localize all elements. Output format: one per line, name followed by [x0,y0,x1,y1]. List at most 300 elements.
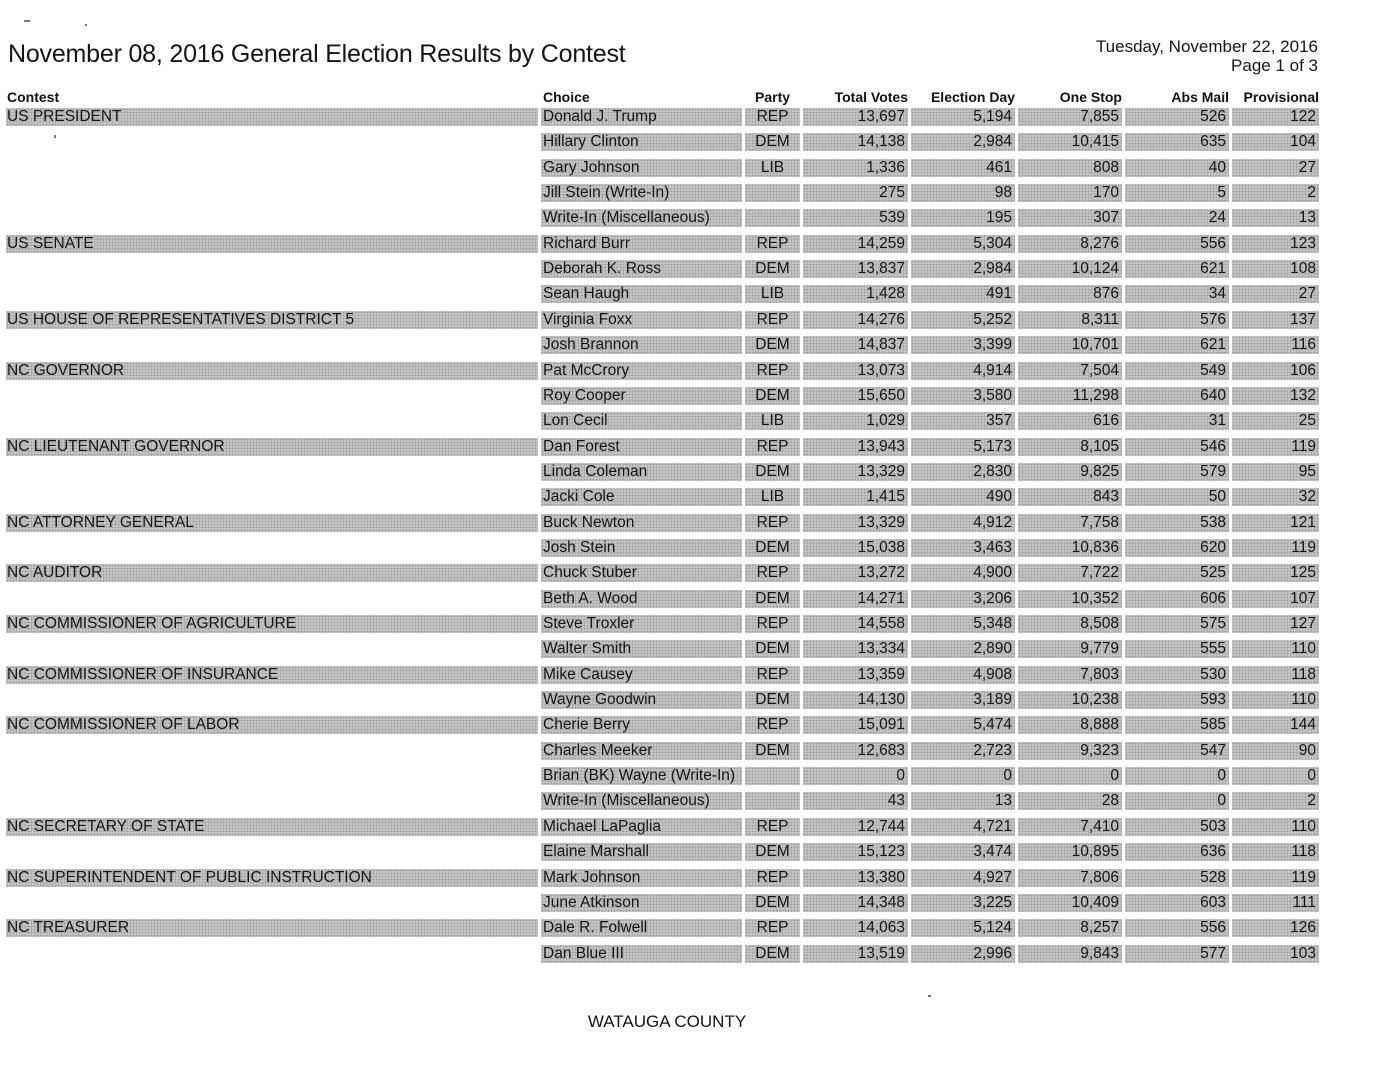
provisional-cell: 27 [1232,285,1319,303]
header-contest: Contest [7,89,60,105]
table-row [0,716,1396,734]
party-cell: LIB [745,412,800,430]
abs-mail-cell: 547 [1125,742,1229,760]
abs-mail-cell: 556 [1125,235,1229,253]
table-row [0,184,1396,202]
choice-cell: Roy Cooper [541,387,742,405]
table-row [0,412,1396,430]
party-cell: REP [745,438,800,456]
total-votes-cell: 14,130 [803,691,908,709]
contest-cell: NC AUDITOR [6,564,538,582]
one-stop-cell: 9,323 [1018,742,1122,760]
scan-speck [54,135,56,138]
table-row [0,792,1396,810]
page-number: Page 1 of 3 [1231,56,1318,75]
header-abs-mail: Abs Mail [1171,89,1229,105]
provisional-cell: 121 [1232,514,1319,532]
one-stop-cell: 8,257 [1018,919,1122,937]
election-day-cell: 5,252 [911,311,1015,329]
one-stop-cell: 10,238 [1018,691,1122,709]
choice-cell: Dan Forest [541,438,742,456]
total-votes-cell: 14,276 [803,311,908,329]
table-row [0,640,1396,658]
abs-mail-cell: 620 [1125,539,1229,557]
provisional-cell: 2 [1232,792,1319,810]
abs-mail-cell: 577 [1125,945,1229,963]
total-votes-cell: 14,063 [803,919,908,937]
choice-cell: Josh Stein [541,539,742,557]
one-stop-cell: 10,895 [1018,843,1122,861]
abs-mail-cell: 603 [1125,894,1229,912]
table-row [0,894,1396,912]
table-row [0,564,1396,582]
party-cell: DEM [745,539,800,557]
provisional-cell: 13 [1232,209,1319,227]
election-day-cell: 461 [911,159,1015,177]
choice-cell: Steve Troxler [541,615,742,633]
election-day-cell: 4,908 [911,666,1015,684]
table-row [0,539,1396,557]
provisional-cell: 2 [1232,184,1319,202]
table-row [0,159,1396,177]
choice-cell: Lon Cecil [541,412,742,430]
total-votes-cell: 539 [803,209,908,227]
election-day-cell: 2,996 [911,945,1015,963]
table-row [0,767,1396,785]
contest-cell: NC LIEUTENANT GOVERNOR [6,438,538,456]
total-votes-cell: 13,697 [803,108,908,126]
abs-mail-cell: 621 [1125,336,1229,354]
party-cell: REP [745,919,800,937]
provisional-cell: 106 [1232,362,1319,380]
provisional-cell: 32 [1232,488,1319,506]
provisional-cell: 144 [1232,716,1319,734]
provisional-cell: 111 [1232,894,1319,912]
total-votes-cell: 15,650 [803,387,908,405]
one-stop-cell: 8,311 [1018,311,1122,329]
election-day-cell: 4,900 [911,564,1015,582]
election-day-cell: 357 [911,412,1015,430]
election-day-cell: 2,984 [911,133,1015,151]
party-cell: REP [745,362,800,380]
contest-cell: NC SECRETARY OF STATE [6,818,538,836]
scan-speck [85,24,87,26]
provisional-cell: 27 [1232,159,1319,177]
party-cell: DEM [745,336,800,354]
election-day-cell: 5,304 [911,235,1015,253]
one-stop-cell: 808 [1018,159,1122,177]
total-votes-cell: 13,943 [803,438,908,456]
one-stop-cell: 8,105 [1018,438,1122,456]
provisional-cell: 132 [1232,387,1319,405]
abs-mail-cell: 636 [1125,843,1229,861]
scan-speck [24,20,30,22]
party-cell: DEM [745,691,800,709]
party-cell [745,209,800,227]
table-row [0,133,1396,151]
one-stop-cell: 876 [1018,285,1122,303]
provisional-cell: 110 [1232,818,1319,836]
choice-cell: Charles Meeker [541,742,742,760]
table-row [0,818,1396,836]
election-day-cell: 5,173 [911,438,1015,456]
party-cell: REP [745,869,800,887]
abs-mail-cell: 635 [1125,133,1229,151]
table-row [0,514,1396,532]
abs-mail-cell: 530 [1125,666,1229,684]
choice-cell: Chuck Stuber [541,564,742,582]
one-stop-cell: 10,352 [1018,590,1122,608]
choice-cell: Gary Johnson [541,159,742,177]
table-row [0,742,1396,760]
party-cell: REP [745,108,800,126]
contest-cell: NC COMMISSIONER OF INSURANCE [6,666,538,684]
party-cell: DEM [745,463,800,481]
one-stop-cell: 9,825 [1018,463,1122,481]
choice-cell: Walter Smith [541,640,742,658]
table-row [0,260,1396,278]
header-election-day: Election Day [930,89,1015,105]
one-stop-cell: 0 [1018,767,1122,785]
total-votes-cell: 13,359 [803,666,908,684]
party-cell: DEM [745,133,800,151]
one-stop-cell: 843 [1018,488,1122,506]
election-day-cell: 4,912 [911,514,1015,532]
provisional-cell: 90 [1232,742,1319,760]
one-stop-cell: 10,409 [1018,894,1122,912]
choice-cell: Deborah K. Ross [541,260,742,278]
abs-mail-cell: 556 [1125,919,1229,937]
abs-mail-cell: 575 [1125,615,1229,633]
abs-mail-cell: 34 [1125,285,1229,303]
total-votes-cell: 14,558 [803,615,908,633]
table-row [0,463,1396,481]
party-cell: LIB [745,285,800,303]
provisional-cell: 123 [1232,235,1319,253]
election-day-cell: 3,189 [911,691,1015,709]
total-votes-cell: 14,837 [803,336,908,354]
one-stop-cell: 7,855 [1018,108,1122,126]
abs-mail-cell: 579 [1125,463,1229,481]
table-row [0,362,1396,380]
abs-mail-cell: 640 [1125,387,1229,405]
one-stop-cell: 7,758 [1018,514,1122,532]
party-cell: DEM [745,945,800,963]
total-votes-cell: 13,329 [803,514,908,532]
party-cell: DEM [745,843,800,861]
choice-cell: Cherie Berry [541,716,742,734]
party-cell: REP [745,716,800,734]
abs-mail-cell: 606 [1125,590,1229,608]
one-stop-cell: 10,415 [1018,133,1122,151]
choice-cell: Pat McCrory [541,362,742,380]
total-votes-cell: 13,380 [803,869,908,887]
election-day-cell: 0 [911,767,1015,785]
election-day-cell: 3,463 [911,539,1015,557]
party-cell: DEM [745,387,800,405]
contest-cell: NC GOVERNOR [6,362,538,380]
provisional-cell: 125 [1232,564,1319,582]
one-stop-cell: 7,504 [1018,362,1122,380]
county-footer: WATAUGA COUNTY [587,1012,747,1031]
election-day-cell: 2,723 [911,742,1015,760]
party-cell: REP [745,235,800,253]
choice-cell: June Atkinson [541,894,742,912]
table-row [0,209,1396,227]
header-choice: Choice [543,89,590,105]
total-votes-cell: 13,519 [803,945,908,963]
election-day-cell: 491 [911,285,1015,303]
party-cell [745,767,800,785]
party-cell: DEM [745,894,800,912]
provisional-cell: 126 [1232,919,1319,937]
table-row [0,438,1396,456]
total-votes-cell: 13,334 [803,640,908,658]
abs-mail-cell: 5 [1125,184,1229,202]
election-day-cell: 2,984 [911,260,1015,278]
choice-cell: Richard Burr [541,235,742,253]
contest-cell: NC TREASURER [6,919,538,937]
abs-mail-cell: 50 [1125,488,1229,506]
contest-cell: US PRESIDENT [6,108,538,126]
party-cell: DEM [745,260,800,278]
abs-mail-cell: 549 [1125,362,1229,380]
election-day-cell: 3,474 [911,843,1015,861]
election-day-cell: 13 [911,792,1015,810]
provisional-cell: 127 [1232,615,1319,633]
table-row [0,488,1396,506]
total-votes-cell: 14,259 [803,235,908,253]
table-row [0,919,1396,937]
abs-mail-cell: 528 [1125,869,1229,887]
one-stop-cell: 170 [1018,184,1122,202]
election-day-cell: 98 [911,184,1015,202]
header-total-votes: Total Votes [834,89,908,105]
table-row [0,336,1396,354]
election-day-cell: 4,927 [911,869,1015,887]
provisional-cell: 110 [1232,691,1319,709]
header-party: Party [755,89,791,105]
abs-mail-cell: 585 [1125,716,1229,734]
choice-cell: Buck Newton [541,514,742,532]
choice-cell: Michael LaPaglia [541,818,742,836]
provisional-cell: 118 [1232,666,1319,684]
table-row [0,235,1396,253]
header-provisional: Provisional [1243,89,1319,105]
total-votes-cell: 15,091 [803,716,908,734]
abs-mail-cell: 24 [1125,209,1229,227]
total-votes-cell: 1,029 [803,412,908,430]
one-stop-cell: 7,722 [1018,564,1122,582]
table-row [0,945,1396,963]
table-row [0,108,1396,126]
choice-cell: Josh Brannon [541,336,742,354]
table-row [0,615,1396,633]
choice-cell: Dan Blue III [541,945,742,963]
total-votes-cell: 43 [803,792,908,810]
choice-cell: Linda Coleman [541,463,742,481]
table-row [0,869,1396,887]
election-day-cell: 2,830 [911,463,1015,481]
one-stop-cell: 10,124 [1018,260,1122,278]
choice-cell: Elaine Marshall [541,843,742,861]
provisional-cell: 0 [1232,767,1319,785]
total-votes-cell: 13,837 [803,260,908,278]
one-stop-cell: 7,803 [1018,666,1122,684]
provisional-cell: 119 [1232,869,1319,887]
provisional-cell: 25 [1232,412,1319,430]
report-date: Tuesday, November 22, 2016 [1095,37,1318,56]
choice-cell: Jill Stein (Write-In) [541,184,742,202]
party-cell: REP [745,615,800,633]
one-stop-cell: 9,779 [1018,640,1122,658]
provisional-cell: 95 [1232,463,1319,481]
table-row [0,590,1396,608]
party-cell: LIB [745,159,800,177]
total-votes-cell: 13,272 [803,564,908,582]
provisional-cell: 122 [1232,108,1319,126]
one-stop-cell: 10,701 [1018,336,1122,354]
table-row [0,387,1396,405]
party-cell: REP [745,564,800,582]
party-cell: REP [745,666,800,684]
contest-cell: US HOUSE OF REPRESENTATIVES DISTRICT 5 [6,311,538,329]
one-stop-cell: 7,806 [1018,869,1122,887]
abs-mail-cell: 621 [1125,260,1229,278]
provisional-cell: 107 [1232,590,1319,608]
election-day-cell: 3,225 [911,894,1015,912]
contest-cell: NC SUPERINTENDENT OF PUBLIC INSTRUCTION [6,869,538,887]
abs-mail-cell: 555 [1125,640,1229,658]
provisional-cell: 104 [1232,133,1319,151]
election-day-cell: 3,206 [911,590,1015,608]
choice-cell: Write-In (Miscellaneous) [541,209,742,227]
table-row [0,691,1396,709]
abs-mail-cell: 31 [1125,412,1229,430]
election-day-cell: 3,399 [911,336,1015,354]
party-cell: REP [745,818,800,836]
party-cell: REP [745,514,800,532]
one-stop-cell: 28 [1018,792,1122,810]
one-stop-cell: 11,298 [1018,387,1122,405]
total-votes-cell: 15,038 [803,539,908,557]
election-day-cell: 5,124 [911,919,1015,937]
provisional-cell: 103 [1232,945,1319,963]
choice-cell: Hillary Clinton [541,133,742,151]
choice-cell: Wayne Goodwin [541,691,742,709]
choice-cell: Mark Johnson [541,869,742,887]
total-votes-cell: 14,271 [803,590,908,608]
table-row [0,311,1396,329]
total-votes-cell: 15,123 [803,843,908,861]
table-row [0,843,1396,861]
election-day-cell: 5,474 [911,716,1015,734]
one-stop-cell: 7,410 [1018,818,1122,836]
election-day-cell: 5,348 [911,615,1015,633]
one-stop-cell: 8,276 [1018,235,1122,253]
election-day-cell: 195 [911,209,1015,227]
one-stop-cell: 8,508 [1018,615,1122,633]
abs-mail-cell: 503 [1125,818,1229,836]
abs-mail-cell: 538 [1125,514,1229,532]
contest-cell: NC COMMISSIONER OF AGRICULTURE [6,615,538,633]
total-votes-cell: 1,428 [803,285,908,303]
choice-cell: Beth A. Wood [541,590,742,608]
total-votes-cell: 14,348 [803,894,908,912]
choice-cell: Dale R. Folwell [541,919,742,937]
one-stop-cell: 10,836 [1018,539,1122,557]
contest-cell: US SENATE [6,235,538,253]
choice-cell: Virginia Foxx [541,311,742,329]
total-votes-cell: 275 [803,184,908,202]
one-stop-cell: 9,843 [1018,945,1122,963]
choice-cell: Jacki Cole [541,488,742,506]
election-day-cell: 3,580 [911,387,1015,405]
abs-mail-cell: 40 [1125,159,1229,177]
total-votes-cell: 12,744 [803,818,908,836]
provisional-cell: 137 [1232,311,1319,329]
abs-mail-cell: 593 [1125,691,1229,709]
party-cell: LIB [745,488,800,506]
election-day-cell: 4,721 [911,818,1015,836]
party-cell: REP [745,311,800,329]
abs-mail-cell: 525 [1125,564,1229,582]
total-votes-cell: 0 [803,767,908,785]
total-votes-cell: 13,073 [803,362,908,380]
abs-mail-cell: 576 [1125,311,1229,329]
party-cell: DEM [745,590,800,608]
one-stop-cell: 8,888 [1018,716,1122,734]
party-cell [745,792,800,810]
provisional-cell: 119 [1232,438,1319,456]
abs-mail-cell: 546 [1125,438,1229,456]
abs-mail-cell: 0 [1125,767,1229,785]
one-stop-cell: 307 [1018,209,1122,227]
election-day-cell: 490 [911,488,1015,506]
one-stop-cell: 616 [1018,412,1122,430]
total-votes-cell: 12,683 [803,742,908,760]
scan-speck [928,995,931,997]
provisional-cell: 108 [1232,260,1319,278]
choice-cell: Sean Haugh [541,285,742,303]
provisional-cell: 119 [1232,539,1319,557]
abs-mail-cell: 0 [1125,792,1229,810]
choice-cell: Donald J. Trump [541,108,742,126]
election-day-cell: 2,890 [911,640,1015,658]
abs-mail-cell: 526 [1125,108,1229,126]
provisional-cell: 116 [1232,336,1319,354]
contest-cell: NC COMMISSIONER OF LABOR [6,716,538,734]
table-row [0,666,1396,684]
header-one-stop: One Stop [1059,89,1122,105]
provisional-cell: 118 [1232,843,1319,861]
total-votes-cell: 1,415 [803,488,908,506]
total-votes-cell: 13,329 [803,463,908,481]
total-votes-cell: 1,336 [803,159,908,177]
table-row [0,285,1396,303]
choice-cell: Write-In (Miscellaneous) [541,792,742,810]
election-day-cell: 4,914 [911,362,1015,380]
provisional-cell: 110 [1232,640,1319,658]
choice-cell: Mike Causey [541,666,742,684]
party-cell: DEM [745,640,800,658]
party-cell: DEM [745,742,800,760]
total-votes-cell: 14,138 [803,133,908,151]
contest-cell: NC ATTORNEY GENERAL [6,514,538,532]
choice-cell: Brian (BK) Wayne (Write-In) [541,767,742,785]
page-title: November 08, 2016 General Election Results by Contest [8,40,626,68]
report-date-block [1096,37,1318,75]
